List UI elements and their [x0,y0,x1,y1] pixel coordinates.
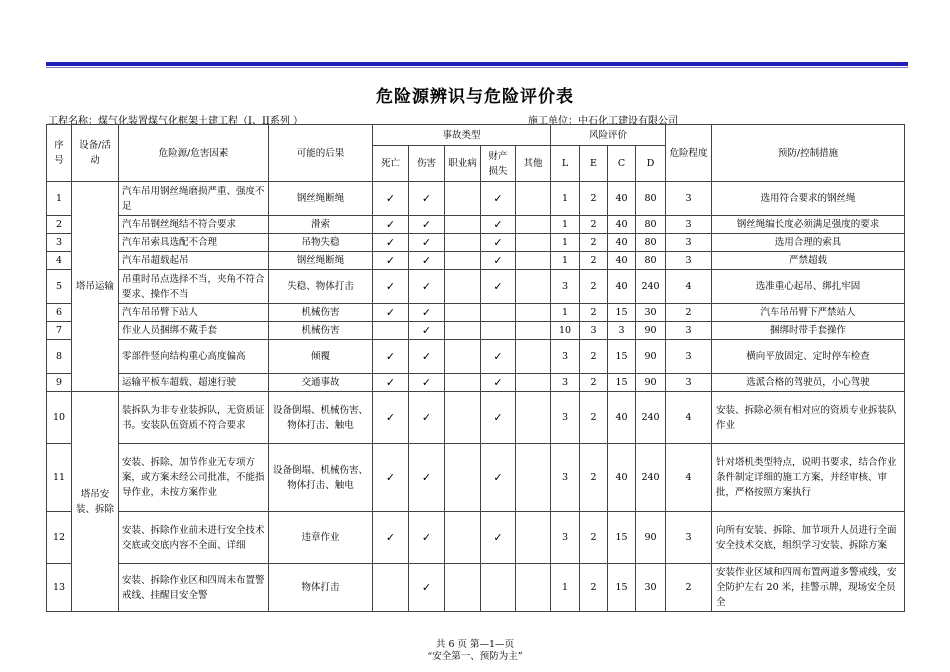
check-mark: ✓ [385,411,396,424]
check-occ [445,340,481,374]
check-other [516,340,551,374]
row-seq: 6 [47,304,72,322]
check-occ [445,392,481,444]
check-death [373,234,409,252]
table-row [47,304,905,322]
risk-C: 15 [608,340,636,374]
check-mark: ✓ [493,192,503,205]
risk-L: 3 [551,374,580,392]
check-occ [445,374,481,392]
check-mark: ✓ [385,531,396,544]
risk-E: 2 [580,444,608,512]
measure-cell: 选派合格的驾驶员，小心驾驶 [712,374,905,392]
check-death [373,270,409,304]
row-seq: 11 [47,444,72,512]
check-mark: ✓ [421,236,432,249]
risk-D: 30 [636,304,666,322]
equipment-activity: 塔吊安装、拆除 [72,392,119,612]
hazard-cell: 运输平板车超载、超速行驶 [119,374,269,392]
consequence-cell: 钢丝绳断绳 [269,182,373,216]
check-death [373,374,409,392]
check-mark: ✓ [493,411,503,424]
check-occ [445,512,481,564]
check-property [481,512,516,564]
check-mark: ✓ [421,376,432,389]
header-other: 其他 [516,146,551,182]
row-seq: 5 [47,270,72,304]
check-property [481,340,516,374]
header-E: E [580,146,608,182]
check-other [516,216,551,234]
check-injury [409,182,445,216]
check-mark: ✓ [421,306,432,319]
header-accident-type: 事故类型 [373,125,551,146]
check-mark: ✓ [385,254,396,267]
check-other [516,252,551,270]
risk-E: 2 [580,304,608,322]
check-death [373,444,409,512]
check-property [481,322,516,340]
check-death [373,392,409,444]
risk-C: 40 [608,182,636,216]
measure-cell: 向所有安装、拆除、加节项升人员进行全面安全技术交底，组织学习安装、拆除方案 [712,512,905,564]
row-seq: 9 [47,374,72,392]
row-seq: 4 [47,252,72,270]
risk-D: 90 [636,512,666,564]
check-mark: ✓ [493,218,503,231]
check-mark: ✓ [385,280,396,293]
check-property [481,444,516,512]
consequence-cell: 倾覆 [269,340,373,374]
check-occ [445,564,481,612]
risk-C: 40 [608,252,636,270]
hazard-cell: 汽车吊吊臂下站人 [119,304,269,322]
danger-level: 3 [666,252,712,270]
danger-level: 3 [666,234,712,252]
danger-level: 3 [666,374,712,392]
row-seq: 7 [47,322,72,340]
table-row [47,216,905,234]
risk-D: 90 [636,322,666,340]
header-measures: 预防/控制措施 [712,125,905,182]
risk-L: 1 [551,234,580,252]
measure-cell: 安装作业区域和四周布置两道多警戒线，安全防护左右 20 米，挂警示牌，现场安全员全 [712,564,905,612]
risk-E: 2 [580,182,608,216]
consequence-cell: 物体打击 [269,564,373,612]
risk-E: 2 [580,392,608,444]
check-mark: ✓ [385,350,396,363]
header-equipment: 设备/活动 [72,125,119,182]
check-injury [409,444,445,512]
measure-cell: 安装、拆除必须有相对应的资质专业拆装队作业 [712,392,905,444]
row-seq: 10 [47,392,72,444]
check-mark: ✓ [421,218,432,231]
risk-C: 15 [608,374,636,392]
measure-cell: 严禁超载 [712,252,905,270]
check-mark: ✓ [493,280,503,293]
consequence-cell: 钢丝绳断绳 [269,252,373,270]
check-injury [409,322,445,340]
check-mark: ✓ [493,531,503,544]
hazard-table [46,124,905,612]
table-row [47,444,905,512]
table-row [47,322,905,340]
check-other [516,270,551,304]
check-occ [445,304,481,322]
risk-D: 90 [636,340,666,374]
risk-D: 240 [636,270,666,304]
risk-L: 3 [551,270,580,304]
consequence-cell: 违章作业 [269,512,373,564]
hazard-cell: 装拆队为非专业装拆队，无资质证书。安装队伍资质不符合要求 [119,392,269,444]
risk-D: 80 [636,216,666,234]
check-death [373,564,409,612]
consequence-cell: 交通事故 [269,374,373,392]
check-other [516,304,551,322]
check-injury [409,340,445,374]
check-death [373,304,409,322]
safety-slogan: “安全第一、预防为主” [427,651,523,662]
check-mark: ✓ [493,376,503,389]
risk-C: 40 [608,216,636,234]
check-injury [409,564,445,612]
check-injury [409,216,445,234]
check-mark: ✓ [421,471,432,484]
header-danger-level: 危险程度 [666,125,712,182]
table-row [47,234,905,252]
check-occ [445,234,481,252]
check-injury [409,234,445,252]
measure-cell: 钢丝绳编长度必须满足强度的要求 [712,216,905,234]
hazard-cell: 汽车吊超载起吊 [119,252,269,270]
check-death [373,512,409,564]
check-injury [409,304,445,322]
header-property: 财产损失 [481,146,516,182]
risk-C: 40 [608,392,636,444]
check-occ [445,252,481,270]
check-mark: ✓ [493,254,503,267]
danger-level: 4 [666,270,712,304]
check-occ [445,322,481,340]
check-injury [409,270,445,304]
check-property [481,374,516,392]
hazard-cell: 汽车吊钢丝绳结不符合要求 [119,216,269,234]
risk-D: 80 [636,234,666,252]
check-injury [409,392,445,444]
risk-D: 240 [636,392,666,444]
row-seq: 8 [47,340,72,374]
check-occ [445,270,481,304]
row-seq: 2 [47,216,72,234]
check-mark: ✓ [421,581,432,594]
risk-L: 3 [551,340,580,374]
check-mark: ✓ [421,192,432,205]
hazard-cell: 吊重时吊点选择不当，夹角不符合要求、操作不当 [119,270,269,304]
hazard-cell: 作业人员捆绑不戴手套 [119,322,269,340]
risk-C: 40 [608,444,636,512]
check-other [516,564,551,612]
risk-E: 2 [580,270,608,304]
header-L: L [551,146,580,182]
check-mark: ✓ [385,236,396,249]
check-mark: ✓ [385,376,396,389]
page-title: 危险源辨识与危险评价表 [376,87,574,107]
measure-cell: 选用合理的索具 [712,234,905,252]
check-property [481,564,516,612]
header-rule-thin [46,67,908,68]
risk-E: 2 [580,234,608,252]
risk-D: 80 [636,252,666,270]
header-death: 死亡 [373,146,409,182]
check-mark: ✓ [421,280,432,293]
header-C: C [608,146,636,182]
risk-L: 3 [551,512,580,564]
table-row [47,252,905,270]
check-occ [445,216,481,234]
check-mark: ✓ [385,471,396,484]
risk-L: 10 [551,322,580,340]
risk-E: 2 [580,512,608,564]
contractor-name: 施工单位：中石化工建设有限公司 [528,116,678,127]
risk-L: 1 [551,564,580,612]
check-other [516,234,551,252]
risk-L: 1 [551,304,580,322]
check-property [481,234,516,252]
danger-level: 2 [666,564,712,612]
check-other [516,182,551,216]
measure-cell: 选用符合要求的钢丝绳 [712,182,905,216]
risk-L: 1 [551,182,580,216]
hazard-cell: 汽车吊用钢丝绳磨损严重、强度不足 [119,182,269,216]
check-property [481,392,516,444]
danger-level: 3 [666,340,712,374]
risk-L: 3 [551,392,580,444]
check-mark: ✓ [493,350,503,363]
header-injury: 伤害 [409,146,445,182]
check-death [373,216,409,234]
check-other [516,392,551,444]
equipment-activity: 塔吊运输 [72,182,119,392]
check-death [373,252,409,270]
header-rule [46,62,908,66]
measure-cell: 选准重心起吊、绑扎牢固 [712,270,905,304]
row-seq: 12 [47,512,72,564]
check-property [481,304,516,322]
check-mark: ✓ [421,411,432,424]
measure-cell: 针对塔机类型特点，说明书要求，结合作业条件制定详细的施工方案，并经审核、审批，严格按照方案执行 [712,444,905,512]
check-death [373,340,409,374]
check-mark: ✓ [493,236,503,249]
check-mark: ✓ [385,192,396,205]
check-injury [409,512,445,564]
measure-cell: 汽车吊吊臂下严禁站人 [712,304,905,322]
table-row [47,340,905,374]
row-seq: 13 [47,564,72,612]
header-consequence: 可能的后果 [269,125,373,182]
table-row [47,374,905,392]
consequence-cell: 机械伤害 [269,322,373,340]
risk-C: 15 [608,564,636,612]
measure-cell: 捆绑时带手套操作 [712,322,905,340]
check-mark: ✓ [421,324,432,337]
check-other [516,444,551,512]
risk-C: 40 [608,270,636,304]
measure-cell: 横向平放固定、定时停车检查 [712,340,905,374]
hazard-cell: 安装、拆除作业区和四周未布置警戒线、挂醒目安全警 [119,564,269,612]
danger-level: 4 [666,444,712,512]
check-mark: ✓ [421,254,432,267]
table-row [47,512,905,564]
check-other [516,512,551,564]
consequence-cell: 机械伤害 [269,304,373,322]
consequence-cell: 吊物失稳 [269,234,373,252]
risk-L: 3 [551,444,580,512]
risk-E: 2 [580,252,608,270]
danger-level: 3 [666,182,712,216]
table-row [47,392,905,444]
check-mark: ✓ [385,306,396,319]
hazard-cell: 安装、拆除作业前未进行安全技术交底或交底内容不全面、详细 [119,512,269,564]
consequence-cell: 设备倒塌、机械伤害、物体打击、触电 [269,444,373,512]
risk-C: 15 [608,304,636,322]
table-row [47,270,905,304]
risk-E: 2 [580,340,608,374]
risk-C: 40 [608,234,636,252]
row-seq: 1 [47,182,72,216]
risk-E: 2 [580,564,608,612]
risk-C: 3 [608,322,636,340]
check-property [481,216,516,234]
check-property [481,270,516,304]
risk-E: 2 [580,374,608,392]
risk-L: 1 [551,252,580,270]
check-other [516,322,551,340]
risk-E: 2 [580,216,608,234]
check-death [373,182,409,216]
hazard-cell: 汽车吊索具选配不合理 [119,234,269,252]
table-body [47,182,905,612]
consequence-cell: 设备倒塌、机械伤害、物体打击、触电 [269,392,373,444]
check-occ [445,444,481,512]
check-property [481,182,516,216]
check-injury [409,374,445,392]
check-mark: ✓ [493,471,503,484]
risk-D: 30 [636,564,666,612]
danger-level: 2 [666,304,712,322]
danger-level: 3 [666,216,712,234]
check-mark: ✓ [421,350,432,363]
check-mark: ✓ [421,531,432,544]
check-injury [409,252,445,270]
hazard-cell: 零部件竖向结构重心高度偏高 [119,340,269,374]
table-row [47,182,905,216]
check-occ [445,182,481,216]
header-occupational: 职业病 [445,146,481,182]
page-number: 共 6 页 第—1—页 [435,639,515,650]
risk-E: 3 [580,322,608,340]
risk-L: 1 [551,216,580,234]
danger-level: 3 [666,512,712,564]
check-mark: ✓ [385,218,396,231]
check-property [481,252,516,270]
risk-D: 80 [636,182,666,216]
header-seq: 序号 [47,125,72,182]
check-other [516,374,551,392]
consequence-cell: 失稳、物体打击 [269,270,373,304]
consequence-cell: 滑索 [269,216,373,234]
risk-D: 240 [636,444,666,512]
hazard-cell: 安装、拆除、加节作业无专项方案，或方案未经公司批准，不能指导作业，未按方案作业 [119,444,269,512]
risk-D: 90 [636,374,666,392]
danger-level: 3 [666,322,712,340]
header-risk-eval: 风险评价 [551,125,666,146]
danger-level: 4 [666,392,712,444]
risk-C: 15 [608,512,636,564]
check-death [373,322,409,340]
table-row [47,564,905,612]
header-D: D [636,146,666,182]
header-hazard: 危险源/危害因素 [119,125,269,182]
project-name: 工程名称：煤气化装置煤气化框架土建工程（I、II系列 ） [48,116,304,127]
row-seq: 3 [47,234,72,252]
